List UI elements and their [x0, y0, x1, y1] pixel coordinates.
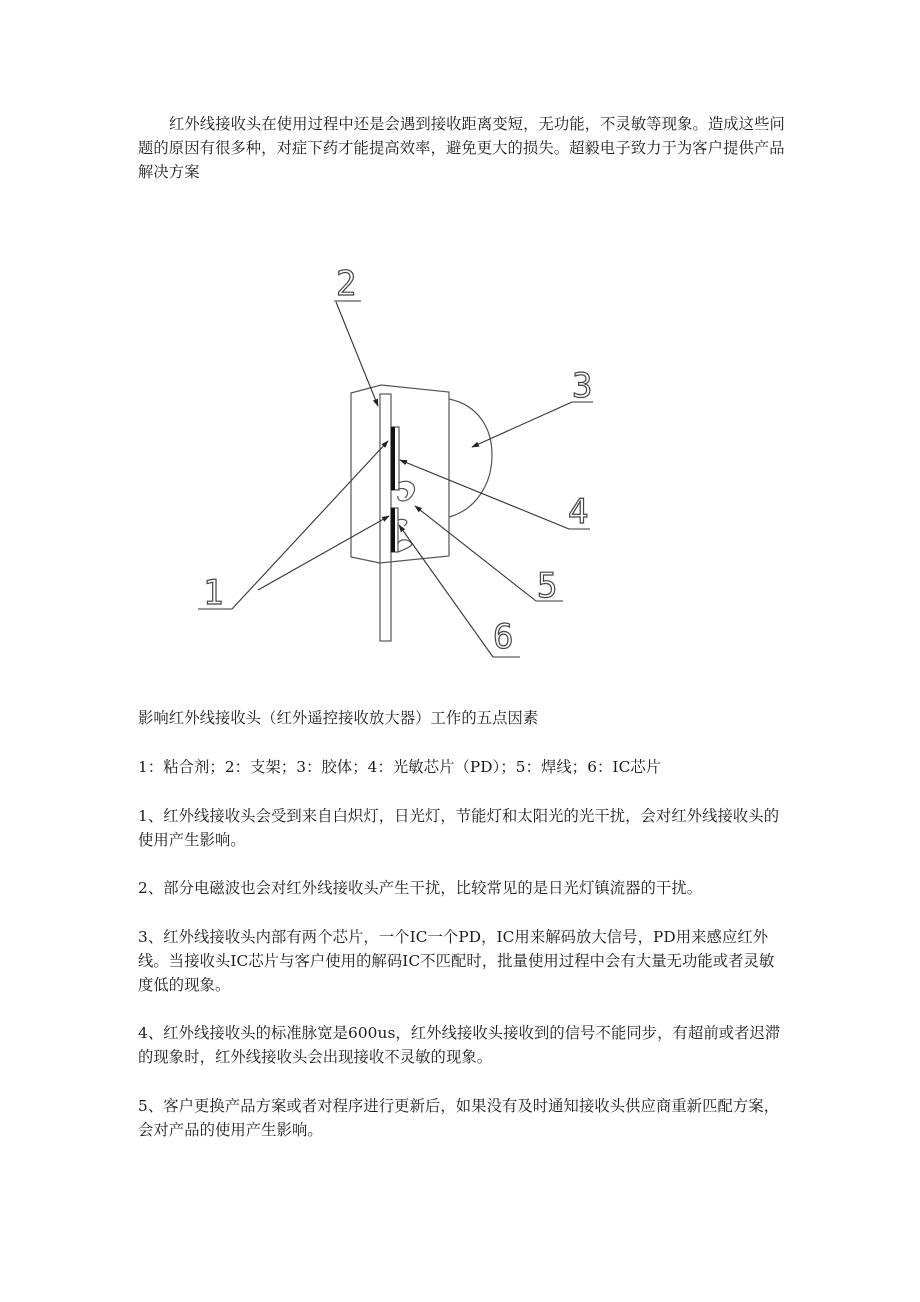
factor-item-5: 5、客户更换产品方案或者对程序进行更新后，如果没有及时通知接收头供应商重新匹配方案，会对产品的使用产生影响。: [138, 1097, 780, 1139]
component-legend: 1：粘合剂；2：支架；3：胶体；4：光敏芯片（PD）；5：焊线；6：IC芯片: [138, 758, 662, 776]
diagram-label-4: 4: [568, 492, 589, 532]
intro-paragraph: 红外线接收头在使用过程中还是会遇到接收距离变短，无功能，不灵敏等现象。造成这些问题的原因有很多种，对症下药才能提高效率，避免更大的损失。超毅电子致力于为客户提供产品解决方案: [138, 115, 785, 181]
section-title: 影响红外线接收头（红外遥控接收放大器）工作的五点因素: [138, 709, 539, 727]
factor-item-3: 3、红外线接收头内部有两个芯片，一个IC一个PD，IC用来解码放大信号，PD用来感应红外线。当接收头IC芯片与客户使用的解码IC不匹配时，批量使用过程中会有大量无功能或者灵敏度低的现象。: [138, 928, 775, 994]
diagram-label-5: 5: [537, 566, 558, 606]
factor-item-2: 2、部分电磁波也会对红外线接收头产生干扰，比较常见的是日光灯镇流器的干扰。: [138, 879, 703, 897]
factor-item-1: 1、红外线接收头会受到来自白炽灯，日光灯，节能灯和太阳光的光干扰，会对红外线接收头的使用产生影响。: [138, 807, 780, 849]
diagram-label-6: 6: [493, 617, 514, 657]
factor-item-4: 4、红外线接收头的标准脉宽是600us，红外线接收头接收到的信号不能同步，有超前或者迟滞的现象时，红外线接收头会出现接收不灵敏的现象。: [138, 1024, 781, 1066]
diagram-label-2: 2: [336, 264, 357, 304]
receiver-body: [351, 385, 492, 641]
diagram-label-3: 3: [572, 366, 593, 406]
diagram-label-1: 1: [203, 573, 224, 613]
